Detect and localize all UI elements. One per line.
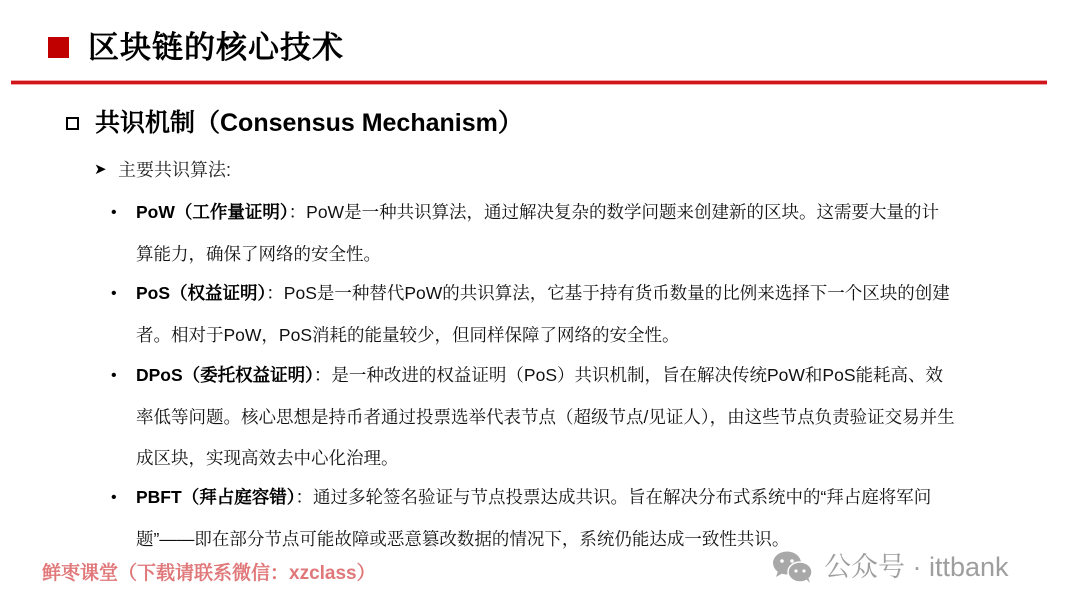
algorithm-description: ：通过多轮签名验证与节点投票达成共识。旨在解决分布式系统中的“拜占庭将军问 [295, 487, 932, 507]
algorithm-description: ：PoW是一种共识算法，通过解决复杂的数学问题来创建新的区块。这需要大量的计 [288, 202, 940, 222]
list-item-pbft [111, 477, 1006, 560]
section-heading: 共识机制（Consensus Mechanism） [95, 109, 523, 137]
list-item-pow [111, 192, 1006, 275]
wechat-icon [772, 550, 814, 584]
list-item-line [136, 477, 1006, 519]
algorithm-name: PoS（权益证明） [136, 283, 267, 303]
watermark-right-text: 公众号 · ittbank [824, 552, 1009, 582]
watermark-left: 鲜枣课堂（下载请联系微信：xzclass） [42, 563, 376, 584]
list-item-line [136, 192, 1006, 234]
algorithm-description: ：是一种改进的权益证明（PoS）共识机制，旨在解决传统PoW和PoS能耗高、效 [313, 365, 943, 385]
list-item-line: 率低等问题。核心思想是持币者通过投票选举代表节点（超级节点/见证人），由这些节点负责验证交易并生 [136, 406, 955, 427]
list-item-line: 题”——即在部分节点可能故障或恶意篡改数据的情况下，系统仍能达成一致性共识。 [136, 528, 790, 549]
algorithm-name: PoW（工作量证明） [136, 202, 289, 222]
algorithm-name: PBFT（拜占庭容错） [136, 487, 296, 507]
bullet-dot-icon: • [111, 367, 117, 384]
list-item-line [136, 355, 1006, 397]
subheading: 主要共识算法: [118, 160, 232, 180]
list-item-line: 算能力，确保了网络的安全性。 [136, 243, 381, 264]
bullet-dot-icon: • [111, 204, 117, 221]
list-item-line [136, 273, 1006, 315]
hollow-square-bullet-icon [66, 117, 79, 130]
watermark-right [772, 549, 1009, 585]
arrow-bullet-icon: ➤ [94, 161, 107, 178]
title-divider [11, 81, 1047, 84]
list-item-line: 成区块，实现高效去中心化治理。 [136, 448, 399, 468]
algorithm-description: ：PoS是一种替代PoW的共识算法，它基于持有货币数量的比例来选择下一个区块的创建 [266, 283, 950, 303]
list-item-pos [111, 273, 1006, 356]
algorithm-name: DPoS（委托权益证明） [136, 365, 314, 385]
bullet-dot-icon: • [111, 285, 117, 302]
list-item-line: 者。相对于PoW，PoS消耗的能量较少，但同样保障了网络的安全性。 [136, 324, 680, 345]
bullet-dot-icon: • [111, 489, 117, 506]
list-item-dpos [111, 355, 1006, 480]
title-square-icon [48, 37, 69, 58]
slide-title: 区块链的核心技术 [88, 30, 344, 65]
